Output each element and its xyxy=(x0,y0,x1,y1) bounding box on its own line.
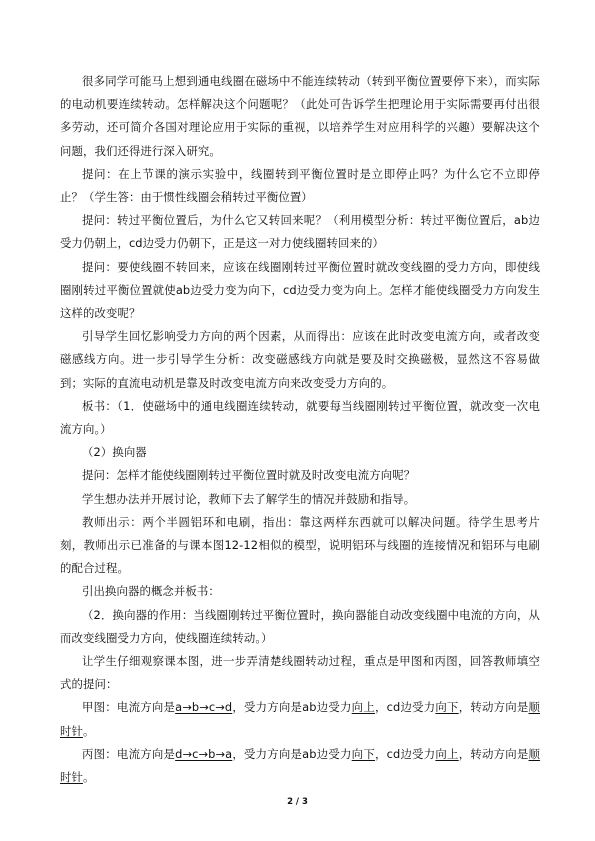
page-number: 2 / 3 xyxy=(287,797,308,807)
figure-bing-text: ，转动方向是 xyxy=(458,746,529,761)
paragraph-figure-jia xyxy=(60,696,540,742)
figure-jia-ab-force-blank: 向上 xyxy=(351,700,375,715)
paragraph-discussion: 学生想办法并开展讨论，教师下去了解学生的情况并鼓励和指导。 xyxy=(82,491,416,506)
paragraph-blackboard-1: 板书：（1．使磁场中的通电线圈连续转动，就要每当线圈刚转过平衡位置，就改变一次电流方向。） xyxy=(60,398,540,437)
figure-bing-text: 。 xyxy=(82,770,95,785)
paragraph-question-turn-back: 提问：转过平衡位置后，为什么它又转回来呢？（利用模型分析：转过平衡位置后，ab边受力仍朝上，cd边受力仍朝下，正是这一对力使线圈转回来的） xyxy=(60,213,540,251)
paragraph-question-inertia: 提问：在上节课的演示实验中，线圈转到平衡位置时是立即停止吗？为什么它不立即停止？（学生答：由于惯性线圈会稍转过平衡位置） xyxy=(60,166,540,205)
figure-bing-text: 丙图：电流方向是 xyxy=(82,746,176,761)
figure-bing-ab-force-blank: 向下 xyxy=(351,746,375,761)
figure-bing-cd-force-blank: 向上 xyxy=(435,746,459,761)
figure-jia-rotation-blank: 顺时针 xyxy=(60,700,541,738)
paragraph-figure-bing xyxy=(60,743,540,789)
paragraph-motor-problem: 很多同学可能马上想到通电线圈在磁场中不能连续转动（转到平衡位置要停下来），而实际的电动机要连续转动。怎样解决这个问题呢？（此处可告诉学生把理论用于实际需要再付出很多劳动，还可简介各国对理论应用于实际的重视，以培养学生对应用科学的兴趣）要解决这个问题，我们还得进行深入研究。 xyxy=(60,74,540,158)
figure-bing-current-blank: d→c→b→a xyxy=(175,746,233,761)
figure-jia-text: ，转动方向是 xyxy=(458,700,529,715)
figure-jia-cd-force-blank: 向下 xyxy=(435,700,459,715)
paragraph-blackboard-2: （2．换向器的作用：当线圈刚转过平衡位置时，换向器能自动改变线圈中电流的方向，从而改变线圈受力方向，使线圈连续转动。） xyxy=(60,607,540,645)
paragraph-teacher-demo: 教师出示：两个半圆铝环和电刷，指出：靠这两样东西就可以解决问题。待学生思考片刻，教师出示已准备的与课本图12-12相似的模型，说明铝环与线圈的连接情况和铝环与电刷的配合过程。 xyxy=(60,514,540,576)
figure-jia-text: ，受力方向是ab边受力 xyxy=(232,700,352,715)
paragraph-question-force-direction: 提问：要使线圈不转回来，应该在线圈刚转过平衡位置时就改变线圈的受力方向，即使线圈刚转过平衡位置就使ab边受力变为向下，cd边受力变为向上。怎样才能使线圈受力方向发生这样的改变呢？ xyxy=(60,259,540,321)
document-body xyxy=(60,70,540,789)
figure-bing-text: ，cd边受力 xyxy=(374,746,436,761)
figure-jia-text: ，cd边受力 xyxy=(374,700,436,715)
figure-bing-text: ，受力方向是ab边受力 xyxy=(232,746,352,761)
paragraph-question-commutator: 提问：怎样才能使线圈刚转过平衡位置时就及时改变电流方向呢？ xyxy=(82,468,416,483)
figure-jia-current-blank: a→b→c→d xyxy=(175,700,233,715)
paragraph-guide-students: 引导学生回忆影响受力方向的两个因素，从而得出：应该在此时改变电流方向，或者改变磁感线方向。进一步引导学生分析：改变磁感线方向就是要及时交换磁极，显然这不容易做到；实际的直流电动机是靠及时改变电流方向来改变受力方向的。 xyxy=(60,329,540,390)
paragraph-observe-figure: 让学生仔细观察课本图，进一步弄清楚线圈转动过程，重点是甲图和丙图，回答教师填空式的提问： xyxy=(60,654,540,692)
figure-bing-rotation-blank: 顺时针 xyxy=(60,746,541,785)
figure-jia-text: 甲图：电流方向是 xyxy=(82,700,176,715)
paragraph-concept-intro: 引出换向器的概念并板书： xyxy=(82,584,220,599)
section-heading-commutator: （2）换向器 xyxy=(82,445,147,460)
figure-jia-text: 。 xyxy=(82,723,95,738)
